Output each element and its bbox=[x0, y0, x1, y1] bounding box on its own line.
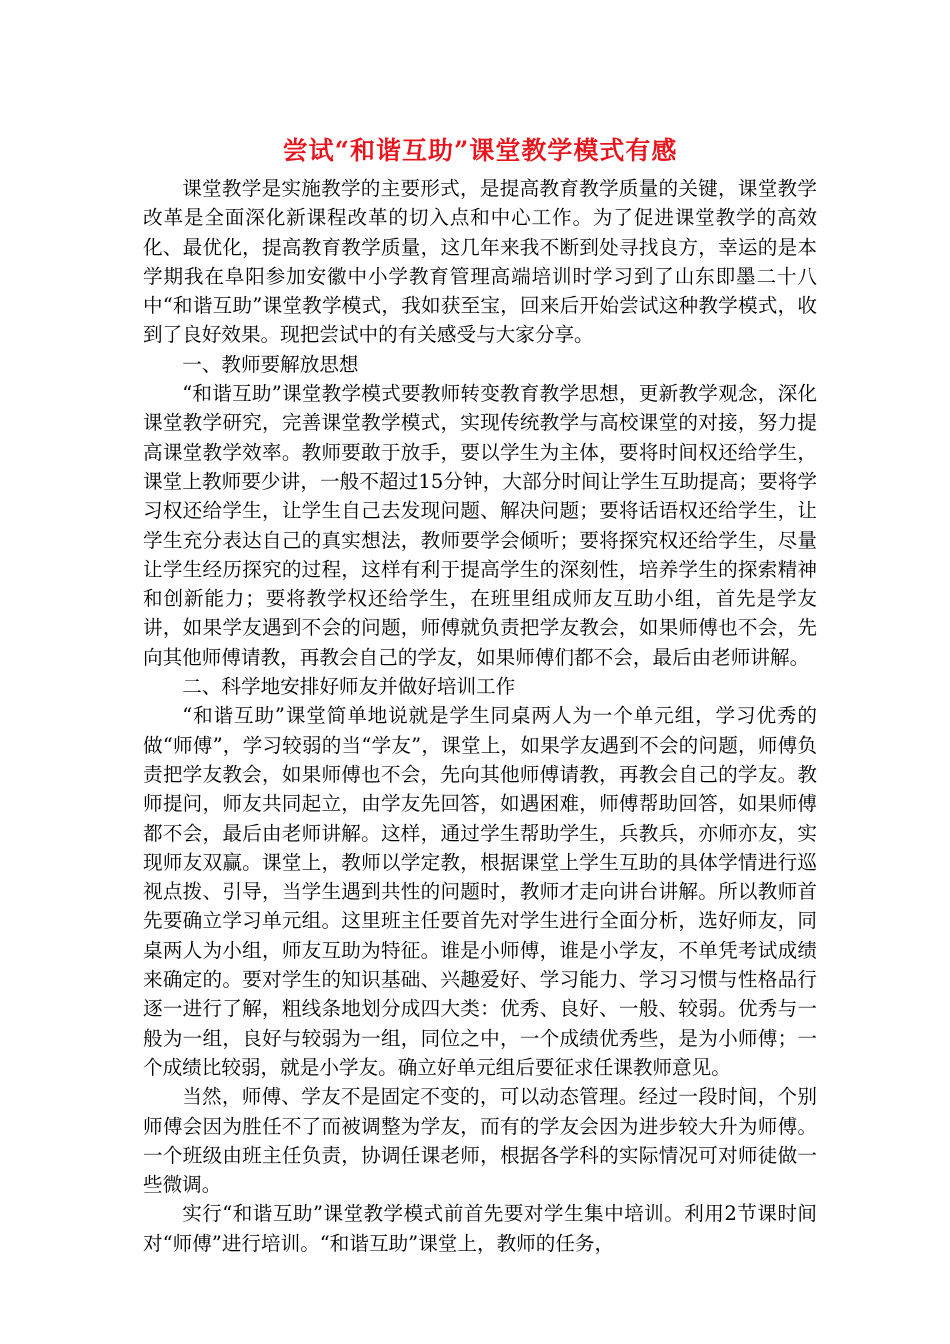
paragraph-section-2: “和谐互助”课堂简单地说就是学生同桌两人为一个单元组，学习优秀的做“师傅”，学习较弱的当“学友”，课堂上，如果学友遇到不会的问题，师傅负责把学友教会，如果师傅也不会，先向其他师傅请教，再教会自己的学友。教师提问，师友共同起立，由学友先回答，如遇困难，师傅帮助回答，如果师傅都不会，最后由老师讲解。这样，通过学生帮助学生，兵教兵，亦师亦友，实现师友双赢。课堂上，教师以学定教，根据课堂上学生互助的具体学情进行巡视点拨、引导，当学生遇到共性的问题时，教师才走向讲台讲解。所以教师首先要确立学习单元组。这里班主任要首先对学生进行全面分析，选好师友，同桌两人为小组，师友互助为特征。谁是小师傅，谁是小学友，不单凭考试成绩来确定的。要对学生的知识基础、兴趣爱好、学习能力、学习习惯与性格品行逐一进行了解，粗线条地划分成四大类：优秀、良好、一般、较弱。优秀与一般为一组，良好与较弱为一组，同位之中，一个成绩优秀些，是为小师傅；一个成绩比较弱，就是小学友。确立好单元组后要征求任课教师意见。 bbox=[143, 704, 817, 1079]
paragraph-section-1: “和谐互助”课堂教学模式要教师转变教育教学思想，更新教学观念，深化课堂教学研究，完善课堂教学模式，实现传统教学与高校课堂的对接，努力提高课堂教学效率。教师要敢于放手，要以学生为主体，要将时间权还给学生，课堂上教师要少讲，一般不超过15分钟，大部分时间让学生互助提高；要将学习权还给学生，让学生自己去发现问题、解决问题；要将话语权还给学生，让学生充分表达自己的真实想法，教师要学会倾听；要将探究权还给学生，尽量让学生经历探究的过程，这样有利于提高学生的深刻性，培养学生的探索精神和创新能力；要将教学权还给学生，在班里组成师友互助小组，首先是学友讲，如果学友遇到不会的问题，师傅就负责把学友教会，如果师傅也不会，先向其他师傅请教，再教会自己的学友，如果师傅们都不会，最后由老师讲解。 bbox=[143, 382, 817, 669]
paragraph-intro: 课堂教学是实施教学的主要形式，是提高教育教学质量的关键，课堂教学改革是全面深化新课程改革的切入点和中心工作。为了促进课堂教学的高效化、最优化，提高教育教学质量，这几年来我不断到处寻找良方，幸运的是本学期我在阜阳参加安徽中小学教育管理高端培训时学习到了山东即墨二十八中“和谐互助”课堂教学模式，我如获至宝，回来后开始尝试这种教学模式，收到了良好效果。现把尝试中的有关感受与大家分享。 bbox=[143, 177, 817, 347]
document-title: 尝试“和谐互助”课堂教学模式有感 bbox=[282, 136, 678, 165]
document-page bbox=[143, 128, 817, 1258]
section-heading-1: 一、教师要解放思想 bbox=[182, 352, 359, 376]
paragraph-training: 实行“和谐互助”课堂教学模式前首先要对学生集中培训。利用2节课时间对“师傅”进行培训。“和谐互助”课堂上，教师的任务， bbox=[143, 1202, 817, 1255]
section-heading-2: 二、科学地安排好师友并做好培训工作 bbox=[182, 675, 516, 699]
paragraph-dynamic-management: 当然，师傅、学友不是固定不变的，可以动态管理。经过一段时间，个别师傅会因为胜任不了而被调整为学友，而有的学友会因为进步较大升为师傅。一个班级由班主任负责，协调任课老师，根据各学科的实际情况可对师徒做一些微调。 bbox=[143, 1085, 817, 1197]
